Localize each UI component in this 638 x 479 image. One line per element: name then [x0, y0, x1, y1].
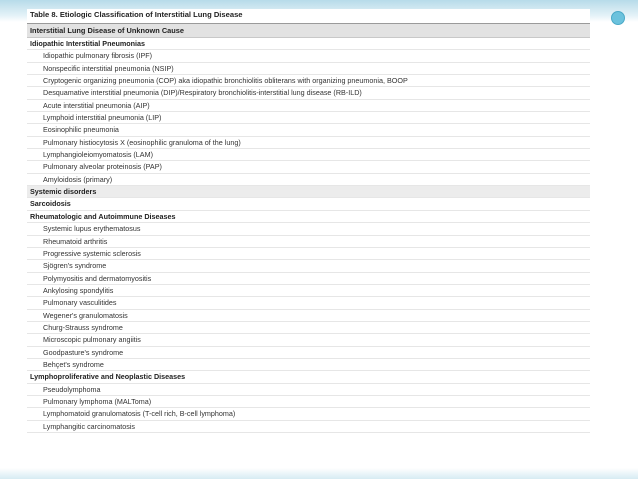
table-row: Pulmonary alveolar proteinosis (PAP) [27, 161, 590, 173]
table-row: Sjögren's syndrome [27, 260, 590, 272]
table-row: Ankylosing spondylitis [27, 285, 590, 297]
table-row: Progressive systemic sclerosis [27, 248, 590, 260]
category-row: Sarcoidosis [27, 198, 590, 210]
table-row: Lymphomatoid granulomatosis (T-cell rich, B-cell lymphoma) [27, 408, 590, 420]
table-caption: Table 8. Etiologic Classification of Interstitial Lung Disease [30, 10, 243, 19]
table-row: Lymphangitic carcinomatosis [27, 421, 590, 433]
category-row: Rheumatologic and Autoimmune Diseases [27, 211, 590, 223]
category-row: Lymphoproliferative and Neoplastic Diseases [27, 371, 590, 383]
table-row: Nonspecific interstitial pneumonia (NSIP) [27, 63, 590, 75]
category-row: Idiopathic Interstitial Pneumonias [27, 38, 590, 50]
table-row: Systemic lupus erythematosus [27, 223, 590, 235]
table-header: Interstitial Lung Disease of Unknown Cause [27, 23, 590, 38]
table-row: Desquamative interstitial pneumonia (DIP)/Respiratory bronchiolitis-interstitial lung disease (RB-ILD) [27, 87, 590, 99]
table-row: Acute interstitial pneumonia (AIP) [27, 100, 590, 112]
table-row: Pulmonary lymphoma (MALToma) [27, 396, 590, 408]
table-row: Pseudolymphoma [27, 384, 590, 396]
table-row: Polymyositis and dermatomyositis [27, 273, 590, 285]
table-row: Lymphoid interstitial pneumonia (LIP) [27, 112, 590, 124]
table-row: Eosinophilic pneumonia [27, 124, 590, 136]
table-row: Behçet's syndrome [27, 359, 590, 371]
table-row: Lymphangioleiomyomatosis (LAM) [27, 149, 590, 161]
table-body [27, 38, 590, 433]
slide-bottom-band [0, 468, 638, 479]
table-row: Goodpasture's syndrome [27, 347, 590, 359]
table-row: Pulmonary histiocytosis X (eosinophilic granuloma of the lung) [27, 137, 590, 149]
category-row: Systemic disorders [27, 186, 590, 198]
classification-table [27, 9, 590, 461]
table-row: Wegener's granulomatosis [27, 310, 590, 322]
table-row: Cryptogenic organizing pneumonia (COP) aka idiopathic bronchiolitis obliterans with organizing pneumonia, BOOP [27, 75, 590, 87]
table-row: Amyloidosis (primary) [27, 174, 590, 186]
table-row: Churg-Strauss syndrome [27, 322, 590, 334]
table-row: Idiopathic pulmonary fibrosis (IPF) [27, 50, 590, 62]
slide-circle-ornament [611, 11, 625, 25]
table-row: Microscopic pulmonary angiitis [27, 334, 590, 346]
table-row: Rheumatoid arthritis [27, 236, 590, 248]
table-row: Pulmonary vasculitides [27, 297, 590, 309]
